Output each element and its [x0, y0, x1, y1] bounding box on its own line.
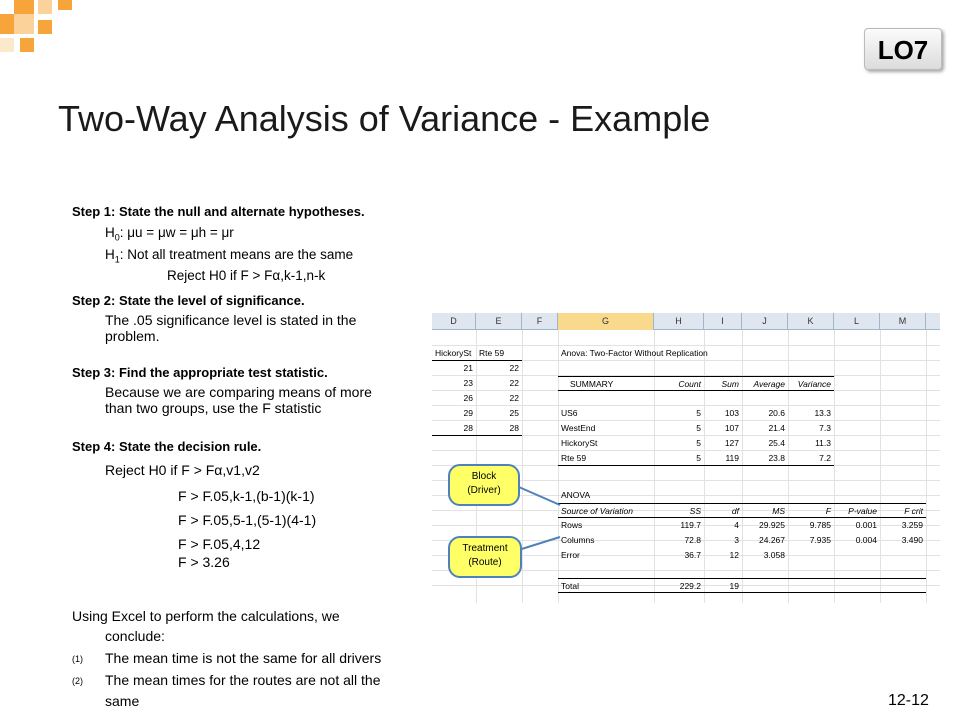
summary-cell: 127: [724, 438, 739, 448]
anova-header: SS: [654, 503, 704, 518]
conclusion-item1-number: (1): [72, 654, 83, 664]
col-header-M: M: [880, 313, 926, 330]
step3-text2: than two groups, use the F statistic: [105, 400, 322, 416]
col-header-G: G: [558, 313, 654, 330]
anova-header: F: [788, 503, 834, 518]
learning-objective-badge: LO7: [864, 28, 942, 70]
anova-cell: 4: [734, 520, 739, 530]
treatment-callout: Treatment (Route): [448, 536, 522, 578]
anova-cell: 36.7: [684, 550, 701, 560]
summary-header: SUMMARY: [558, 376, 654, 391]
anova-cell: 3: [734, 535, 739, 545]
anova-cell: 24.267: [759, 535, 785, 545]
summary-cell: 13.3: [814, 408, 831, 418]
anova-cell: Error: [561, 550, 580, 560]
summary-cell: 5: [696, 438, 701, 448]
col-header-L: L: [834, 313, 880, 330]
step1-heading: Step 1: State the null and alternate hypotheses.: [72, 204, 365, 219]
anova-title: Anova: Two-Factor Without Replication: [561, 348, 708, 358]
conclusion-intro2: conclude:: [105, 628, 165, 644]
summary-cell: 25.4: [768, 438, 785, 448]
step4-heading: Step 4: State the decision rule.: [72, 439, 262, 454]
anova-label: ANOVA: [561, 490, 591, 500]
anova-cell: Columns: [561, 535, 595, 545]
summary-cell: 7.2: [788, 451, 834, 466]
summary-cell: 103: [724, 408, 739, 418]
decision-rule-3: F > F.05,4,12: [178, 536, 261, 552]
conclusion-item2: The mean times for the routes are not all the: [105, 672, 381, 688]
col-header-D: D: [432, 313, 476, 330]
anova-total-cell: Total: [558, 578, 654, 593]
block-callout: Block (Driver): [448, 464, 520, 506]
anova-cell: 72.8: [684, 535, 701, 545]
data-cell: 28: [432, 421, 476, 436]
step3-text1: Because we are comparing means of more: [105, 384, 372, 400]
anova-cell: 3.058: [763, 550, 785, 560]
col-header-K: K: [788, 313, 834, 330]
step3-heading: Step 3: Find the appropriate test statistic.: [72, 365, 328, 380]
decision-rule-0: Reject H0 if F > Fα,v1,v2: [105, 462, 260, 478]
summary-cell: Rte 59: [558, 451, 654, 466]
anova-cell: 119.7: [680, 520, 701, 530]
step2-text: The .05 significance level is stated in the problem.: [105, 312, 357, 344]
slide-title: Two-Way Analysis of Variance - Example: [58, 98, 711, 139]
col-header-E: E: [476, 313, 522, 330]
step2-heading: Step 2: State the level of significance.: [72, 293, 305, 308]
anova-cell: 3.490: [901, 535, 923, 545]
data-cell: 21: [463, 363, 473, 373]
summary-cell: 5: [696, 423, 701, 433]
summary-cell: 107: [724, 423, 739, 433]
anova-header: df: [704, 503, 742, 518]
data-cell: 28: [476, 421, 522, 436]
anova-header: Source of Variation: [558, 503, 654, 518]
summary-cell: WestEnd: [561, 423, 596, 433]
anova-total-cell: 229.2: [654, 578, 704, 593]
anova-cell: 3.259: [901, 520, 923, 530]
conclusion-item2-number: (2): [72, 676, 83, 686]
anova-header: P-value: [834, 503, 880, 518]
anova-cell: 12: [729, 550, 739, 560]
anova-header: MS: [742, 503, 788, 518]
h0-line: $H_0$: μu = μw = μh = μr: [105, 225, 234, 243]
data-cell: 26: [463, 393, 473, 403]
decision-rule-2: F > F.05,5-1,(5-1)(4-1): [178, 512, 317, 528]
summary-cell: 11.3: [815, 438, 831, 448]
data-cell: 22: [509, 393, 519, 403]
anova-cell: 0.004: [855, 535, 877, 545]
anova-cell: 7.935: [809, 535, 831, 545]
summary-cell: 21.4: [768, 423, 785, 433]
h1-line: $H_1$: Not all treatment means are the same: [105, 246, 354, 265]
summary-cell: 20.6: [768, 408, 785, 418]
summary-header: Average: [742, 376, 788, 391]
anova-cell: 0.001: [855, 520, 877, 530]
data-header: HickorySt: [432, 346, 476, 361]
decision-rule-1: F > F.05,k-1,(b-1)(k-1): [178, 488, 315, 504]
slide-number: 12-12: [888, 692, 929, 709]
summary-cell: 23.8: [742, 451, 788, 466]
conclusion-intro: Using Excel to perform the calculations, we: [72, 608, 340, 624]
summary-cell: US6: [561, 408, 578, 418]
summary-cell: 5: [696, 408, 701, 418]
data-cell: 22: [509, 378, 519, 388]
data-cell: 23: [463, 378, 473, 388]
summary-cell: 5: [654, 451, 704, 466]
anova-cell: 29.925: [759, 520, 785, 530]
col-header-I: I: [704, 313, 742, 330]
reject-rule-step1: Reject H0 if F > Fα,k-1,n-k: [167, 268, 326, 284]
summary-header: Variance: [788, 376, 834, 391]
data-header: Rte 59: [476, 346, 522, 361]
col-header-J: J: [742, 313, 788, 330]
conclusion-item2b: same: [105, 693, 140, 709]
col-header-H: H: [654, 313, 704, 330]
anova-total-cell: 19: [704, 578, 742, 593]
data-cell: 22: [509, 363, 519, 373]
summary-header: Count: [654, 376, 704, 391]
summary-cell: 7.3: [819, 423, 831, 433]
data-cell: 25: [509, 408, 519, 418]
anova-cell: Rows: [561, 520, 583, 530]
summary-header: Sum: [704, 376, 742, 391]
summary-cell: HickorySt: [561, 438, 598, 448]
anova-cell: 9.785: [809, 520, 831, 530]
anova-header: F crit: [880, 503, 926, 518]
data-cell: 29: [463, 408, 473, 418]
conclusion-item1: The mean time is not the same for all drivers: [105, 650, 382, 666]
decision-rule-4: F > 3.26: [178, 554, 230, 570]
summary-cell: 119: [704, 451, 742, 466]
col-header-F: F: [522, 313, 558, 330]
